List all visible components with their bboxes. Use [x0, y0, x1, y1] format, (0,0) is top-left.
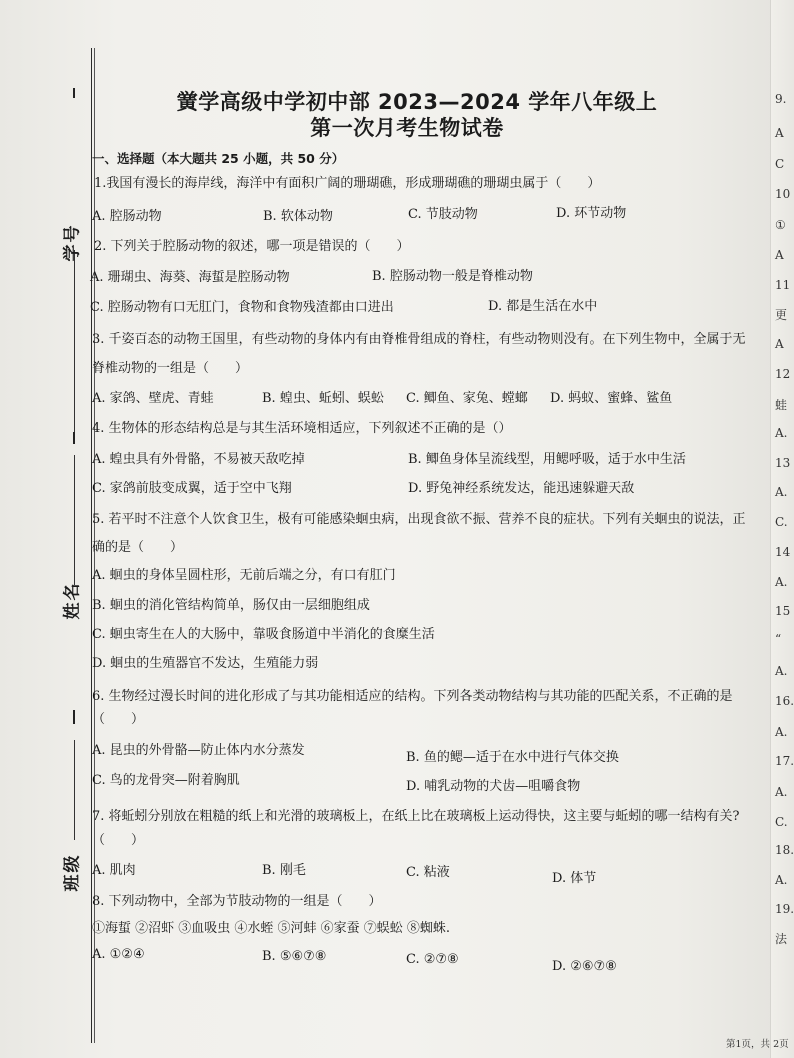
q8-option-b: B. ⑤⑥⑦⑧ — [262, 949, 327, 964]
q1-option-a: A. 腔肠动物 — [92, 209, 162, 224]
q2-option-c: C. 腔肠动物有口无肛门，食物和食物残渣都由口进出 — [90, 300, 394, 315]
q2-option-a: A. 珊瑚虫、海葵、海蜇是腔肠动物 — [90, 270, 290, 285]
q5-option-b: B. 蛔虫的消化管结构简单，肠仅由一层细胞组成 — [92, 598, 370, 613]
strip-fragment: A. — [775, 725, 788, 739]
question-6-stem-cont: （ ） — [92, 712, 145, 727]
strip-fragment: A. — [775, 664, 788, 678]
q2-option-d: D. 都是生活在水中 — [488, 299, 598, 314]
strip-fragment: ① — [775, 218, 786, 232]
student-no-label: 学号 — [62, 223, 83, 262]
q5-option-d: D. 蛔虫的生殖器官不发达，生殖能力弱 — [92, 656, 319, 671]
exam-title: 黉学高级中学初中部 2023—2024 学年八年级上 — [176, 90, 658, 114]
class-label: 班级 — [62, 853, 83, 892]
strip-fragment: C. — [775, 515, 788, 529]
strip-fragment: 17. — [775, 754, 794, 768]
strip-fragment: 9. — [775, 92, 787, 106]
strip-fragment: “ — [775, 632, 782, 646]
name-fill-line[interactable] — [74, 455, 75, 585]
strip-fragment: A. — [775, 873, 788, 887]
section-header: 一、选择题（本大题共 25 小题，共 50 分） — [92, 151, 345, 166]
strip-fragment: 13 — [775, 456, 791, 470]
q1-option-d: D. 环节动物 — [556, 206, 627, 221]
q5-option-c: C. 蛔虫寄生在人的大肠中，靠吸食肠道中半消化的食糜生活 — [92, 627, 435, 642]
strip-fragment: 19. — [775, 902, 794, 916]
q3-option-c: C. 鲫鱼、家兔、螳螂 — [406, 391, 528, 406]
q1-option-b: B. 软体动物 — [263, 209, 333, 224]
q1-option-c: C. 节肢动物 — [408, 207, 478, 222]
question-6-stem: 6. 生物经过漫长时间的进化形成了与其功能相适应的结构。下列各类动物结构与其功能的匹配关系，不正确的是 — [92, 689, 733, 704]
q2-option-b: B. 腔肠动物一般是脊椎动物 — [372, 269, 533, 284]
strip-fragment: C — [775, 157, 785, 171]
class-fill-line[interactable] — [74, 740, 75, 840]
question-2-stem: 2. 下列关于腔肠动物的叙述，哪一项是错误的（ ） — [94, 239, 410, 254]
question-4-stem: 4. 生物体的形态结构总是与其生活环境相适应，下列叙述不正确的是（） — [92, 421, 512, 436]
q4-option-b: B. 鲫鱼身体呈流线型，用鳃呼吸，适于水中生活 — [408, 452, 686, 467]
strip-fragment: 14 — [775, 545, 791, 559]
question-8-stem: 8. 下列动物中，全部为节肢动物的一组是（ ） — [92, 894, 382, 909]
q8-option-a: A. ①②④ — [92, 947, 145, 962]
question-5-stem: 5. 若平时不注意个人饮食卫生，极有可能感染蛔虫病，出现食欲不振、营养不良的症状。下列有关蛔虫的说法，正 — [92, 512, 746, 527]
strip-fragment: A — [775, 248, 784, 262]
strip-fragment: A. — [775, 575, 788, 589]
strip-fragment: 11 — [775, 278, 791, 292]
strip-fragment: 16. — [775, 694, 794, 708]
margin-dash — [73, 432, 75, 444]
q6-option-a: A. 昆虫的外骨骼—防止体内水分蒸发 — [92, 743, 305, 758]
q7-option-a: A. 肌肉 — [92, 863, 136, 878]
question-8-items: ①海蜇 ②沼虾 ③血吸虫 ④水蛭 ⑤河蚌 ⑥家蚕 ⑦蜈蚣 ⑧蜘蛛. — [92, 921, 451, 936]
margin-dash — [73, 710, 75, 724]
strip-fragment: C. — [775, 815, 788, 829]
question-7-stem: 7. 将蚯蚓分别放在粗糙的纸上和光滑的玻璃板上，在纸上比在玻璃板上运动得快，这主要与蚯蚓的哪一结构有关? — [92, 809, 740, 824]
page-footer: 第1页，共 2页 — [726, 1039, 789, 1050]
q7-option-d: D. 体节 — [552, 871, 597, 886]
question-3-stem: 3. 千姿百态的动物王国里，有些动物的身体内有由脊椎骨组成的脊柱，有些动物则没有。在下列生物中，全属于无 — [92, 332, 746, 347]
q7-option-c: C. 粘液 — [406, 865, 450, 880]
strip-fragment: 法 — [775, 932, 788, 946]
strip-fragment: 15 — [775, 604, 791, 618]
q3-option-a: A. 家鸽、壁虎、青蛙 — [92, 391, 214, 406]
q8-option-d: D. ②⑥⑦⑧ — [552, 959, 617, 974]
q6-option-b: B. 鱼的鳃—适于在水中进行气体交换 — [406, 750, 619, 765]
strip-fragment: 更 — [775, 308, 788, 322]
question-5-stem-cont: 确的是（ ） — [92, 540, 184, 555]
q4-option-d: D. 野兔神经系统发达，能迅速躲避天敌 — [408, 481, 635, 496]
question-1-stem: 1.我国有漫长的海岸线，海洋中有面积广阔的珊瑚礁，形成珊瑚礁的珊瑚虫属于（ ） — [94, 176, 601, 191]
strip-fragment: A. — [775, 426, 788, 440]
q4-option-a: A. 蝗虫具有外骨骼，不易被天敌吃掉 — [92, 452, 305, 467]
strip-fragment: 18. — [775, 843, 794, 857]
question-7-stem-cont: （ ） — [92, 833, 145, 848]
name-label: 姓名 — [62, 581, 83, 620]
q5-option-a: A. 蛔虫的身体呈圆柱形，无前后端之分，有口有肛门 — [92, 568, 396, 583]
strip-fragment: A — [775, 337, 784, 351]
strip-fragment: A — [775, 126, 784, 140]
adjacent-page-strip — [770, 0, 794, 1058]
strip-fragment: A. — [775, 485, 788, 499]
q6-option-c: C. 鸟的龙骨突—附着胸肌 — [92, 773, 240, 788]
q4-option-c: C. 家鸽前肢变成翼，适于空中飞翔 — [92, 481, 292, 496]
strip-fragment: 12 — [775, 367, 791, 381]
question-3-stem-cont: 脊椎动物的一组是（ ） — [92, 361, 249, 376]
q3-option-b: B. 蝗虫、蚯蚓、蜈蚣 — [262, 391, 384, 406]
q3-option-d: D. 蚂蚁、蜜蜂、鲨鱼 — [550, 391, 673, 406]
strip-fragment: 蛙 — [775, 398, 788, 412]
strip-fragment: 10 — [775, 187, 791, 201]
strip-fragment: A. — [775, 785, 788, 799]
q6-option-d: D. 哺乳动物的犬齿—咀嚼食物 — [406, 779, 581, 794]
q8-option-c: C. ②⑦⑧ — [406, 952, 459, 967]
exam-subtitle: 第一次月考生物试卷 — [310, 116, 504, 140]
q7-option-b: B. 刚毛 — [262, 863, 306, 878]
student-no-fill-line[interactable] — [74, 250, 75, 440]
